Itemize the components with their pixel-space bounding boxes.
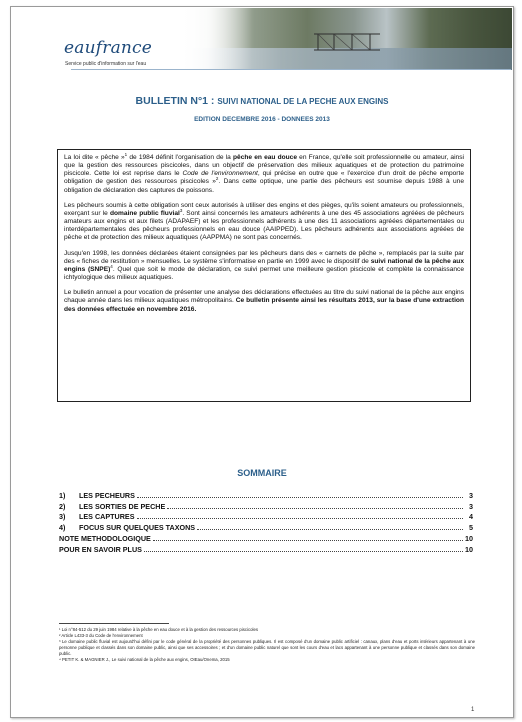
toc-leader-dots [137,518,463,519]
toc-entry-page: 10 [465,544,473,554]
header-fade [162,8,252,70]
text-run: . Dans cette optique, une partie des pêcheurs est soumise depuis 1988 à une obligation de déclaration des captures de poissons. [64,178,464,194]
toc-entry-page: 4 [469,512,473,522]
toc-entry[interactable] [59,489,473,500]
text-run: en France, qu'elle soit professionnelle ou amateur, ainsi que la gestion des ressources piscicoles, dans un objectif de préservation des milieux aquatiques et de protection du patrimoine piscicole. Cette loi est reprise dans le [64,154,464,178]
footnote: ¹ Loi n°84-512 du 29 juin 1984 relative à la pêche en eau douce et à la gestion des ressources piscicoles [59,627,259,632]
footnote-ref: 4 [110,263,113,269]
footnote-ref: 3 [179,207,183,213]
intro-paragraph [64,151,464,195]
toc-entry[interactable] [59,521,473,532]
text-run: de 1984 définit l'organisation de la [127,154,233,161]
bulletin-edition: EDITION DECEMBRE 2016 - DONNEES 2013 [194,116,330,123]
text-run: . Quel que soit le mode de déclaration, ce suivi permet une meilleure gestion piscicole et complète la connaissance ichtyologique des milieux aquatiques. [64,265,465,282]
eaufrance-logo: eaufrance [64,38,153,58]
toc-leader-dots [167,508,463,509]
toc-entry-page: 3 [469,501,473,511]
footnote-separator [59,623,169,624]
text-run: , qui précise en outre que « l'exercice d'un droit de pêche emporte obligation de gestion des ressources piscicoles » [64,170,464,186]
toc-entry-number: 1) [59,490,66,500]
toc-leader-dots [197,529,463,530]
toc-entry-number: 3) [59,512,66,522]
table-of-contents [59,489,473,554]
text-run: Les pêcheurs soumis à cette obligation sont ceux autorisés à utiliser des engins et des pièges, qu'ils soient amateurs ou professionnels, exerçant sur le [64,201,464,217]
toc-entry-page: 5 [469,523,473,533]
sommaire-title: SOMMAIRE [237,468,287,478]
toc-entry-label: NOTE METHODOLOGIQUE [59,533,151,543]
text-run: Jusqu'en 1998, les données déclarées étaient consignées par les pêcheurs dans des « carnets de pêche », remplacés par la suite par des « fiches de restitution » mensuelles. Le système s'informatise en partie en 1999 avec le dispositif de [64,249,464,265]
document-page [10,6,514,718]
toc-entry[interactable] [59,511,473,522]
toc-entry-number: 2) [59,501,66,511]
text-run: pêche en eau douce [233,154,298,161]
toc-leader-dots [137,497,463,498]
toc-entry-label: LES SORTIES DE PECHE [79,501,166,511]
page-number: 1 [471,707,475,713]
intro-paragraph [64,250,464,283]
toc-entry-label: LES CAPTURES [79,512,135,522]
footnote-ref: 1 [124,151,128,157]
toc-entry-page: 3 [469,490,473,500]
text-run: Le bulletin annuel a pour vocation de présenter une analyse des déclarations effectuées au titre du suivi national de la pêche aux engins chaque année dans les milieux aquatiques métropolitains. [64,289,464,305]
footnote-ref: 2 [215,176,219,182]
text-run: La loi dite « pêche » [64,154,125,161]
intro-paragraph [64,202,464,243]
header-divider [71,69,511,70]
footnotes [59,627,475,662]
bulletin-title [11,95,513,107]
logo-tagline: Service public d'information sur l'eau [65,61,147,67]
footnote: ² Article L433-3 du Code de l'environnement [59,632,143,638]
text-run: Code de l'environnement [182,170,258,178]
toc-entry-label: FOCUS SUR QUELQUES TAXONS [79,523,196,533]
text-run: . Sont ainsi concernés les amateurs adhérents à une des 45 associations agréées de pêcheurs amateurs aux engins et aux filets (ADAPAEF) et les professionnels adhérents à une des 11 associations agréées départementales ou interdépartementales des pêcheurs professionnels en eau douce (AAIPPED). Les pêcheurs adhérents aux associations agréées de pêche et de protection des milieux aquatiques (AAPPMA) ne sont pas concernés. [64,209,464,242]
header-banner [12,8,512,70]
footnote: ³ Le domaine public fluvial est aujourd'hui défini par le code général de la propriété des personnes publiques. Il est composé d'un domaine public artificiel : canaux, plans d'eau et ports intérieurs appartenant à une personne publique et classés dans son domaine public, ainsi que ses accessoires ; et d'un domaine public naturel que sont les cours d'eau et lacs appartenant à une personne publique et classés dans son domaine public. [59,638,475,656]
intro-box [57,149,471,402]
toc-entry[interactable] [59,543,473,554]
toc-entry-page: 10 [465,533,473,543]
fishing-structure-graphic [312,26,382,52]
toc-entry[interactable] [59,532,473,543]
footnote: ⁴ PETIT K. & MAGNIER J., Le suivi national de la pêche aux engins, OIEau/Onema, 2015 [59,656,230,662]
toc-leader-dots [153,540,463,541]
text-run: suivi national de la pêche aux engins (SNPE) [64,257,464,273]
toc-entry-number: 4) [59,523,66,533]
toc-leader-dots [144,551,463,552]
toc-entry[interactable] [59,500,473,511]
intro-paragraph [64,289,464,313]
text-run: domaine public fluvial [109,209,180,217]
toc-entry-label: LES PECHEURS [79,490,135,500]
bulletin-title-rest: SUIVI NATIONAL DE LA PECHE AUX ENGINS [217,97,389,106]
bulletin-title-prefix: BULLETIN N°1 : [135,95,218,107]
toc-entry-label: POUR EN SAVOIR PLUS [59,544,142,554]
text-run: Ce bulletin présente ainsi les résultats 2013, sur la base d'une extraction des données effectuée en novembre 2016. [64,297,464,313]
